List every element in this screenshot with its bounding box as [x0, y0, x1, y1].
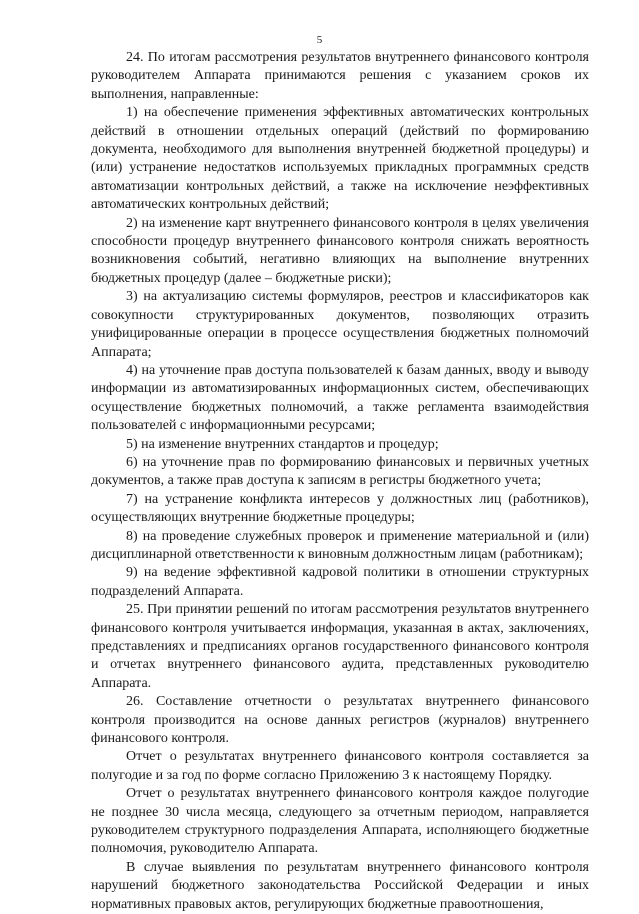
- paragraph-report-period: Отчет о результатах внутреннего финансового контроля составляется за полугодие и за год по форме согласно Приложению 3 к настоящему Порядку.: [91, 749, 589, 783]
- paragraph-25: 25. При принятии решений по итогам рассмотрения результатов внутреннего финансового контроля учитывается информация, указанная в актах, заключениях, представлениях и предписаниях органов государственного финансового контроля и отчетах внутреннего финансового аудита, представленных руководителю Аппарата.: [91, 602, 589, 691]
- paragraph-report-submission: Отчет о результатах внутреннего финансового контроля каждое полугодие не позднее 30 числа месяца, следующего за отчетным периодом, направляется руководителем структурного подразделения Аппарата, исполняющего бюджетные полномочия, руководителю Аппарата.: [91, 786, 589, 857]
- list-item-5: 5) на изменение внутренних стандартов и процедур;: [126, 436, 439, 452]
- list-item-7: 7) на устранение конфликта интересов у должностных лиц (работников), осуществляющих внутренние бюджетные процедуры;: [91, 491, 589, 526]
- list-item-9: 9) на ведение эффективной кадровой политики в отношении структурных подразделений Аппарата.: [91, 565, 589, 599]
- list-item-2: 2) на изменение карт внутреннего финансового контроля в целях увеличения способности процедур внутреннего финансового контроля снижать вероятность возникновения событий, негативно влияющих на выполнение внутренних бюджетных процедур (далее – бюджетные риски);: [91, 215, 589, 286]
- paragraph-violations: В случае выявления по результатам внутреннего финансового контроля нарушений бюджетного законодательства Российской Федерации и иных нормативных правовых актов, регулирующих бюджетные правоотношения,: [91, 859, 589, 912]
- list-item-6: 6) на уточнение прав по формированию финансовых и первичных учетных документов, а также прав доступа к записям в регистры бюджетного учета;: [91, 454, 589, 489]
- list-item-4: 4) на уточнение прав доступа пользователей к базам данных, вводу и выводу информации из автоматизированных информационных систем, обеспечивающих осуществление бюджетных полномочий, а также регламента взаимодействия пользователей с информационными ресурсами;: [91, 362, 589, 434]
- document-body: [91, 49, 589, 914]
- list-item-1: 1) на обеспечение применения эффективных автоматических контрольных действий в отношении отдельных операций (действий по формированию документа, необходимого для выполнения внутренней бюджетной процедуры) и (или) устранение недостатков используемых прикладных программных средств автоматизации контрольных действий, а также на исключение неэффективных автоматических контрольных действий;: [91, 105, 589, 213]
- paragraph-24: 24. По итогам рассмотрения результатов внутреннего финансового контроля руководителем Аппарата принимаются решения с указанием сроков их выполнения, направленные:: [91, 50, 589, 102]
- list-item-8: 8) на проведение служебных проверок и применение материальной и (или) дисциплинарной ответственности к виновным должностным лицам (работникам);: [91, 528, 589, 562]
- list-item-3: 3) на актуализацию системы формуляров, реестров и классификаторов как совокупности структурированных документов, позволяющих отразить унифицированные операции в процессе осуществления бюджетных полномочий Аппарата;: [91, 289, 589, 360]
- page-number: 5: [316, 34, 323, 46]
- paragraph-26: 26. Составление отчетности о результатах внутреннего финансового контроля производится на основе данных регистров (журналов) внутреннего финансового контроля.: [91, 694, 589, 747]
